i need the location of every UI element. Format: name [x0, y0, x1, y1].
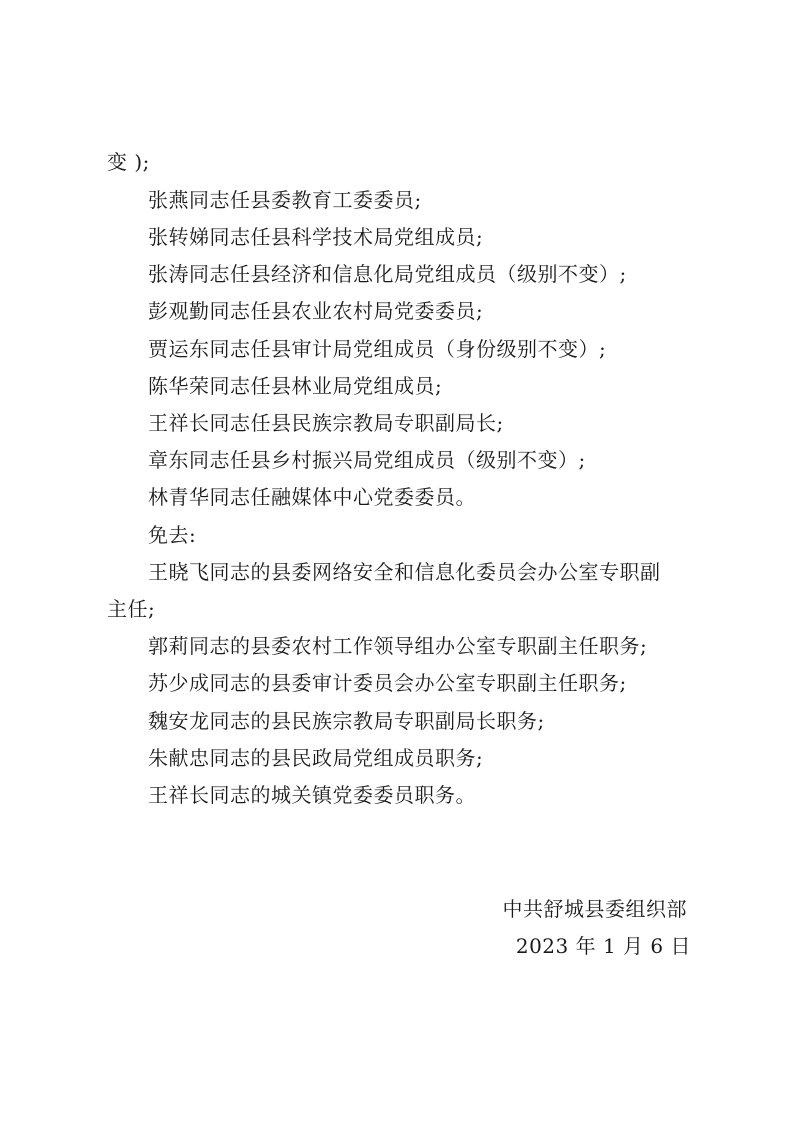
signature-date: 2023 年 1 月 6 日 — [515, 934, 691, 958]
appointment-line: 林青华同志任融媒体中心党委委员。 — [148, 485, 476, 509]
removal-line: 魏安龙同志的县民族宗教局专职副局长职务; — [148, 709, 545, 733]
appointment-line: 张涛同志任县经济和信息化局党组成员（级别不变）; — [148, 262, 627, 286]
removal-line: 苏少成同志的县委审计委员会办公室专职副主任职务; — [148, 671, 627, 695]
appointment-line: 王祥长同志任县民族宗教局专职副局长; — [148, 411, 504, 435]
removal-line: 王晓飞同志的县委网络安全和信息化委员会办公室专职副 — [148, 560, 661, 584]
appointment-line: 陈华荣同志任县林业局党组成员; — [148, 374, 443, 398]
continuation-line: 变 ); — [107, 150, 150, 174]
appointment-line: 彭观勤同志任县农业农村局党委委员; — [148, 299, 484, 323]
appointment-line: 章东同志任县乡村振兴局党组成员（级别不变）; — [148, 448, 586, 472]
signature-org: 中共舒城县委组织部 — [502, 897, 687, 921]
appointment-line: 张燕同志任县委教育工委委员; — [148, 188, 422, 212]
removal-line: 郭莉同志的县委农村工作领导组办公室专职副主任职务; — [148, 634, 648, 658]
removal-heading: 免去: — [148, 523, 197, 547]
removal-line: 王祥长同志的城关镇党委委员职务。 — [148, 783, 476, 807]
removal-line-continuation: 主任; — [107, 597, 156, 621]
appointment-line: 贾运东同志任县审计局党组成员（身份级别不变）; — [148, 337, 607, 361]
removal-line: 朱献忠同志的县民政局党组成员职务; — [148, 746, 484, 770]
appointment-line: 张转娣同志任县科学技术局党组成员; — [148, 225, 484, 249]
